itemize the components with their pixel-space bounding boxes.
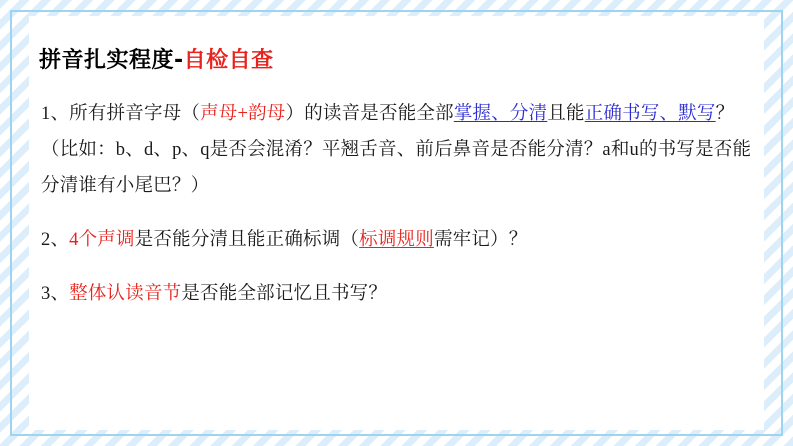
page-title-accent: 自检自查 [183, 48, 274, 73]
item-number: 3、 [41, 284, 70, 304]
question-list [41, 96, 753, 330]
item-segment: ）的读音是否能全部 [285, 104, 454, 124]
item-segment: 是否能全部记忆且书写？ [181, 284, 388, 304]
item-number: 2、 [41, 230, 70, 250]
item-segment-red: 整体认读音节 [69, 284, 182, 304]
list-item [41, 96, 753, 204]
item-segment-red: 声母+韵母 [200, 104, 286, 124]
item-segment-red: 4个声调 [69, 230, 135, 250]
item-segment-blue-underline: 正确书写、默写 [584, 104, 716, 124]
item-segment: 是否能分清且能正确标调（ [134, 230, 360, 250]
item-segment: 需牢记）？ [433, 230, 528, 250]
slide-content-card [29, 16, 764, 430]
item-segment: ？（比如：b、d、p、q是否会混淆？平翘舌音、前后鼻音是否能分清？a和u的书写是否能分清谁有小尾巴？） [41, 104, 752, 196]
page-title [39, 43, 274, 74]
item-segment-blue-underline: 掌握、分清 [453, 104, 548, 124]
item-segment: 且能 [547, 104, 585, 124]
item-number: 1、 [41, 104, 70, 124]
item-segment: 所有拼音字母（ [69, 104, 201, 124]
list-item [41, 276, 753, 312]
item-segment-red-underline: 标调规则 [359, 230, 434, 250]
list-item [41, 222, 753, 258]
page-title-main: 拼音扎实程度- [39, 48, 184, 73]
